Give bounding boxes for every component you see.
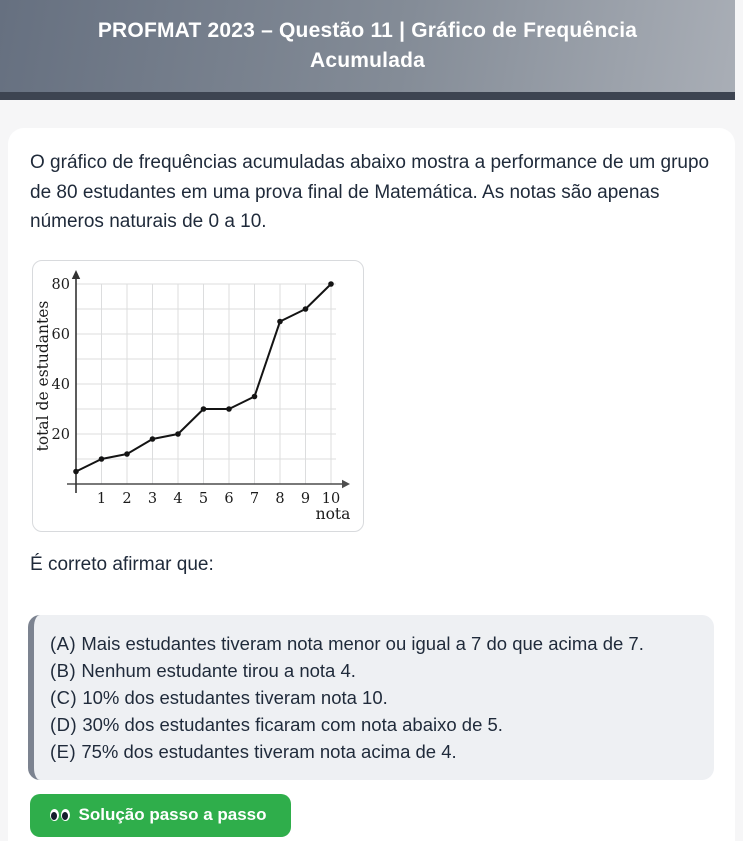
svg-text:60: 60 xyxy=(51,327,70,343)
header-banner xyxy=(0,0,735,92)
chart-card xyxy=(32,260,364,532)
intro-text: O gráfico de frequências acumuladas abaixo mostra a performance de um grupo de 80 estudantes em uma prova final de Matemática. As notas são apenas números naturais de 0 a 10. xyxy=(30,152,710,232)
option-b xyxy=(50,657,700,684)
svg-text:40: 40 xyxy=(51,377,70,393)
svg-text:8: 8 xyxy=(275,491,285,507)
question-prompt: É correto afirmar que: xyxy=(30,554,214,575)
cumulative-frequency-chart xyxy=(33,261,363,531)
svg-text:10: 10 xyxy=(321,491,341,507)
option-text: Mais estudantes tiveram nota menor ou igual a 7 do que acima de 7. xyxy=(81,633,644,654)
svg-text:20: 20 xyxy=(51,427,70,443)
svg-text:total de estudantes: total de estudantes xyxy=(34,300,52,452)
svg-text:5: 5 xyxy=(198,491,209,507)
option-e xyxy=(50,738,700,765)
svg-text:9: 9 xyxy=(300,491,311,507)
svg-text:80: 80 xyxy=(51,277,70,293)
svg-text:4: 4 xyxy=(173,491,183,507)
option-d xyxy=(50,711,700,738)
option-letter: (D) xyxy=(50,714,78,735)
option-letter: (C) xyxy=(50,687,78,708)
option-text: 10% dos estudantes tiveram nota 10. xyxy=(82,687,388,708)
option-c xyxy=(50,684,700,711)
option-letter: (B) xyxy=(50,660,77,681)
content-card xyxy=(8,128,735,841)
svg-text:nota: nota xyxy=(315,505,351,523)
option-letter: (A) xyxy=(50,633,77,654)
option-text: 30% dos estudantes ficaram com nota abaixo de 5. xyxy=(82,714,503,735)
solution-button[interactable] xyxy=(30,794,291,837)
option-a xyxy=(50,630,700,657)
svg-text:3: 3 xyxy=(147,491,158,507)
option-letter: (E) xyxy=(50,741,77,762)
solution-button-label: Solução passo a passo xyxy=(78,805,267,824)
options-box xyxy=(28,615,714,780)
svg-text:2: 2 xyxy=(122,491,132,507)
page-title: PROFMAT 2023 – Questão 11 | Gráfico de Frequência Acumulada xyxy=(97,19,638,72)
option-text: 75% dos estudantes tiveram nota acima de 4. xyxy=(81,741,457,762)
svg-text:6: 6 xyxy=(224,491,234,507)
svg-text:1: 1 xyxy=(96,491,107,507)
svg-text:7: 7 xyxy=(249,491,260,507)
eyes-icon xyxy=(50,809,70,821)
header-accent-bar xyxy=(0,92,735,100)
option-text: Nenhum estudante tirou a nota 4. xyxy=(81,660,356,681)
